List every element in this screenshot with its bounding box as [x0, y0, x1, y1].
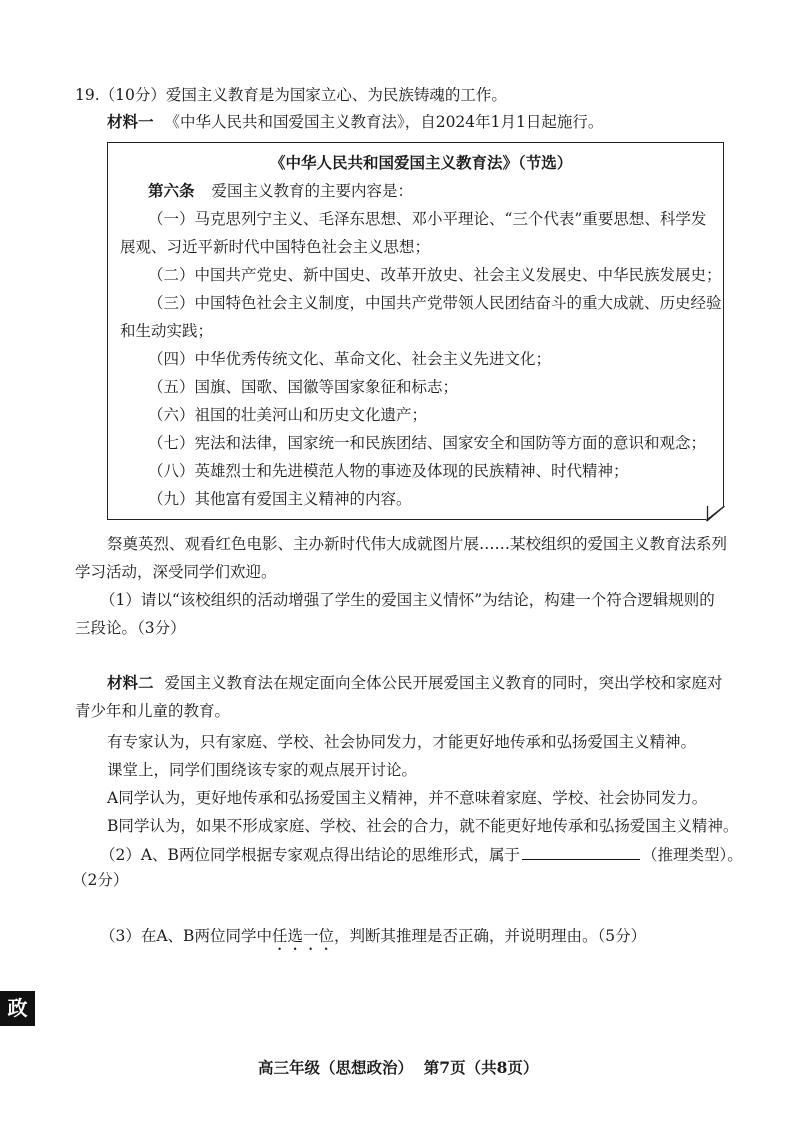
- law-excerpt-title: 《中华人民共和国爱国主义教育法》（节选）: [270, 153, 573, 172]
- question-3-emphasis: 任选一位: [271, 927, 334, 945]
- class-discussion: 课堂上，同学们围绕该专家的观点展开讨论。: [107, 761, 418, 779]
- law-item: （四）中华优秀传统文化、革命文化、社会主义先进文化；: [148, 350, 552, 368]
- law-item: （六）祖国的壮美河山和历史文化遗产；: [148, 406, 428, 424]
- activity-text: 祭奠英烈、观看红色电影、主办新时代伟大成就图片展……某校组织的爱国主义教育法系列: [107, 535, 728, 553]
- question-2: [100, 843, 743, 866]
- subject-tab: 政: [0, 991, 35, 1026]
- law-item: （三）中国特色社会主义制度，中国共产党带领人民团结奋斗的重大成就、历史经验: [148, 294, 722, 312]
- law-item: （五）国旗、国歌、国徽等国家象征和标志；: [148, 378, 459, 396]
- question-2-text: （2）A、B两位同学根据专家观点得出结论的思维形式，属于: [100, 846, 520, 864]
- page-footer: 高三年级（思想政治） 第7页（共8页）: [258, 1058, 539, 1077]
- material1-intro: 《中华人民共和国爱国主义教育法》，自2024年1月1日起施行。: [164, 113, 604, 131]
- question-1: （1）请以“该校组织的活动增强了学生的爱国主义情怀”为结论，构建一个符合逻辑规则的: [100, 591, 715, 609]
- material2-label: 材料二: [107, 673, 154, 692]
- article-6-line: [148, 180, 413, 202]
- material2-text: 爱国主义教育法在规定面向全体公民开展爱国主义教育的同时，突出学校和家庭对: [164, 674, 723, 692]
- page-fold-corner: [706, 506, 726, 522]
- question-header: 19.（10分）爱国主义教育是为国家立心、为民族铸魂的工作。: [75, 86, 507, 104]
- law-item: （九）其他富有爱国主义精神的内容。: [148, 490, 412, 508]
- expert-view: 有专家认为，只有家庭、学校、社会协同发力，才能更好地传承和弘扬爱国主义精神。: [107, 733, 697, 751]
- law-item: （二）中国共产党史、新中国史、改革开放史、社会主义发展史、中华民族发展史；: [148, 266, 722, 284]
- law-item: （一）马克思列宁主义、毛泽东思想、邓小平理论、“三个代表”重要思想、科学发: [148, 210, 707, 228]
- law-item: 和生动实践；: [120, 322, 214, 340]
- student-b-view: B同学认为，如果不形成家庭、学校、社会的合力，就不能更好地传承和弘扬爱国主义精神。: [107, 817, 739, 835]
- material1-intro-line: [107, 111, 603, 133]
- student-a-view: A同学认为，更好地传承和弘扬爱国主义精神，并不意味着家庭、学校、社会协同发力。: [107, 789, 708, 807]
- law-item: （八）英雄烈士和先进模范人物的事迹及体现的民族精神、时代精神；: [148, 462, 629, 480]
- question-2-suffix: （推理类型）。: [641, 846, 743, 864]
- answer-blank[interactable]: [522, 843, 640, 860]
- question-3: [100, 925, 646, 954]
- question-2-score: （2分）: [72, 871, 129, 889]
- article-intro: 爱国主义教育的主要内容是：: [211, 182, 413, 200]
- article-label: 第六条: [148, 181, 195, 200]
- material2-text: 青少年和儿童的教育。: [75, 702, 231, 720]
- law-item: 展观、习近平新时代中国特色社会主义思想；: [120, 238, 431, 256]
- material2-line: [107, 672, 722, 694]
- material1-label: 材料一: [107, 112, 154, 131]
- activity-text: 学习活动，深受同学们欢迎。: [75, 563, 277, 581]
- question-1: 三段论。（3分）: [75, 619, 186, 637]
- question-3-prefix: （3）在A、B两位同学中: [100, 927, 272, 945]
- law-item: （七）宪法和法律，国家统一和民族团结、国家安全和国防等方面的意识和观念；: [148, 434, 707, 452]
- question-3-suffix: ，判断其推理是否正确，并说明理由。（5分）: [333, 927, 647, 945]
